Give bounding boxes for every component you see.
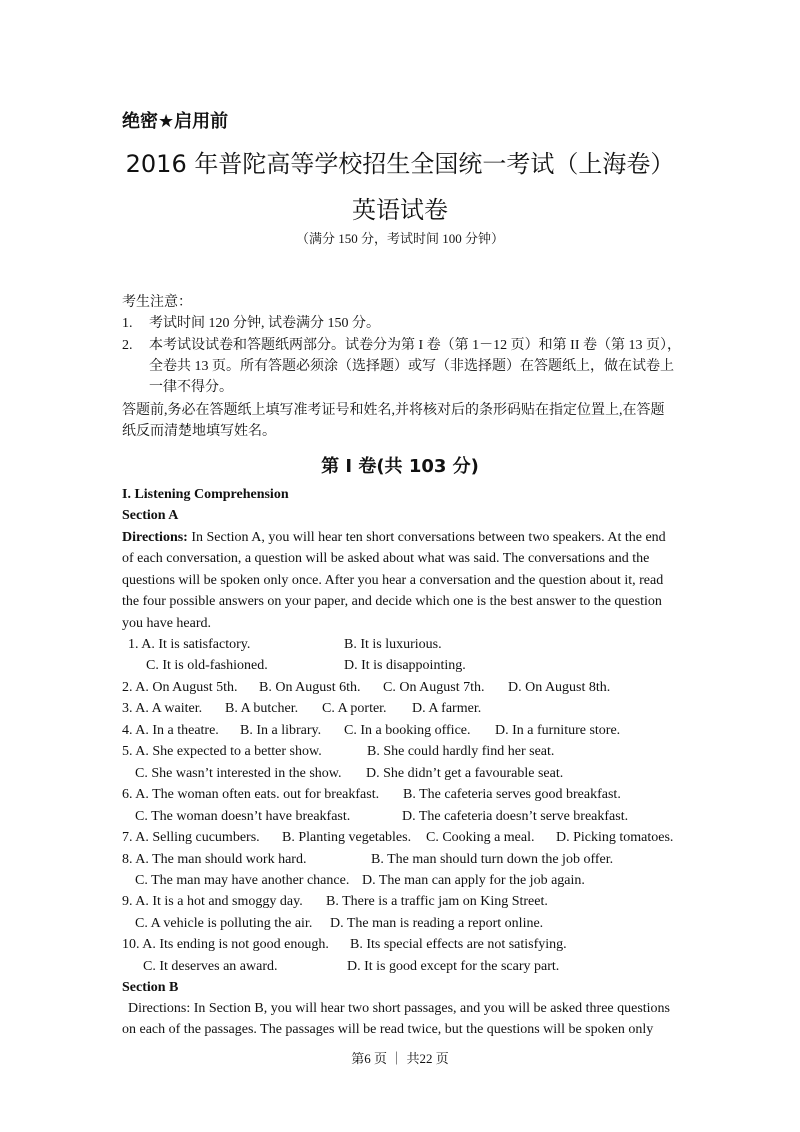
- listening-heading: I. Listening Comprehension: [122, 487, 289, 502]
- q9-option-a: 9. A. It is a hot and smoggy day.: [122, 894, 303, 909]
- q6-option-a: 6. A. The woman often eats. out for breakfast.: [122, 787, 380, 802]
- exam-subtitle: 英语试卷: [352, 196, 448, 224]
- q1-option-c: C. It is old-fashioned.: [146, 658, 268, 673]
- q4-option-b: B. In a library.: [240, 723, 322, 738]
- directions-label: Directions:: [122, 530, 188, 545]
- q10-option-d: D. It is good except for the scary part.: [347, 959, 560, 974]
- notice-extra-line-1: 答题前,务必在答题纸上填写准考证号和姓名,并将核对后的条形码贴在指定位置上,在答题: [122, 403, 665, 418]
- q5-option-b: B. She could hardly find her seat.: [367, 744, 555, 759]
- q3-option-c: C. A porter.: [322, 701, 387, 716]
- q8-option-a: 8. A. The man should work hard.: [122, 852, 307, 867]
- q4-option-d: D. In a furniture store.: [495, 723, 621, 738]
- directions-line-1: [122, 527, 666, 548]
- directions-line-5: you have heard.: [122, 616, 212, 631]
- q2-option-b: B. On August 6th.: [259, 680, 361, 695]
- q6-option-c: C. The woman doesn’t have breakfast.: [135, 809, 351, 824]
- notice-item-2-num: 2.: [122, 338, 133, 353]
- directions-text: In Section A, you will hear ten short conversations between two speakers. At the end: [187, 530, 666, 545]
- q4-option-c: C. In a booking office.: [344, 723, 471, 738]
- q9-option-d: D. The man is reading a report online.: [330, 916, 544, 931]
- directions-line-2: of each conversation, a question will be asked about what was said. The conversations and the: [122, 551, 650, 566]
- q6-option-b: B. The cafeteria serves good breakfast.: [403, 787, 621, 802]
- q8-option-c: C. The man may have another chance.: [135, 873, 350, 888]
- q9-option-b: B. There is a traffic jam on King Street.: [326, 894, 548, 909]
- q2-option-c: C. On August 7th.: [383, 680, 485, 695]
- page-footer: 第6 页 ｜ 共22 页: [351, 1051, 449, 1066]
- directions-line-4: the four possible answers on your paper, and decide which one is the best answer to the question: [122, 594, 662, 609]
- q3-option-d: D. A farmer.: [412, 701, 482, 716]
- q4-option-a: 4. A. In a theatre.: [122, 723, 219, 738]
- notice-item-1-num: 1.: [122, 316, 133, 331]
- q7-option-b: B. Planting vegetables.: [282, 830, 412, 845]
- q6-option-d: D. The cafeteria doesn’t serve breakfast.: [402, 809, 629, 824]
- q8-option-d: D. The man can apply for the job again.: [362, 873, 585, 888]
- notice-item-2-line-1: 本考试设试卷和答题纸两部分。试卷分为第 I 卷（第 1－12 页）和第 II 卷（第 13 页），: [149, 338, 681, 353]
- q3-option-a: 3. A. A waiter.: [122, 701, 203, 716]
- q1-option-a: 1. A. It is satisfactory.: [128, 637, 251, 652]
- notice-item-2-line-2: 全卷共 13 页。所有答题必须涂（选择题）或写（非选择题）在答题纸上，做在试卷上: [149, 359, 674, 374]
- q2-option-d: D. On August 8th.: [508, 680, 611, 695]
- q7-option-a: 7. A. Selling cucumbers.: [122, 830, 260, 845]
- q5-option-d: D. She didn’t get a favourable seat.: [366, 766, 564, 781]
- q5-option-c: C. She wasn’t interested in the show.: [135, 766, 342, 781]
- q10-option-c: C. It deserves an award.: [143, 959, 278, 974]
- q3-option-b: B. A butcher.: [225, 701, 299, 716]
- q1-option-d: D. It is disappointing.: [344, 658, 466, 673]
- q8-option-b: B. The man should turn down the job offer.: [371, 852, 614, 867]
- q7-option-d: D. Picking tomatoes.: [556, 830, 674, 845]
- section-b-directions-line-2: on each of the passages. The passages will be read twice, but the questions will be spoken only: [122, 1022, 654, 1037]
- section-b-directions-line-1: Directions: In Section B, you will hear two short passages, and you will be asked three questions: [128, 1001, 671, 1016]
- score-note: （满分 150 分，考试时间 100 分钟）: [295, 231, 504, 246]
- notice-heading: 考生注意：: [122, 295, 192, 310]
- notice-extra-line-2: 纸反而清楚地填写姓名。: [122, 424, 276, 439]
- directions-line-3: questions will be spoken only once. After you hear a conversation and the question about it, read: [122, 573, 664, 588]
- exam-title: 2016 年普陀高等学校招生全国统一考试（上海卷）: [125, 150, 675, 178]
- part-1-title: 第 I 卷(共 103 分): [321, 456, 479, 477]
- section-b-heading: Section B: [122, 980, 179, 995]
- section-a-heading: Section A: [122, 508, 179, 523]
- q9-option-c: C. A vehicle is polluting the air.: [135, 916, 313, 931]
- q2-option-a: 2. A. On August 5th.: [122, 680, 238, 695]
- q5-option-a: 5. A. She expected to a better show.: [122, 744, 322, 759]
- q7-option-c: C. Cooking a meal.: [426, 830, 535, 845]
- notice-item-1-text: 考试时间 120 分钟, 试卷满分 150 分。: [149, 316, 380, 331]
- notice-item-2-line-3: 一律不得分。: [149, 380, 233, 395]
- q10-option-a: 10. A. Its ending is not good enough.: [122, 937, 329, 952]
- q10-option-b: B. Its special effects are not satisfying.: [350, 937, 567, 952]
- confidential-mark: 绝密★启用前: [122, 111, 229, 132]
- q1-option-b: B. It is luxurious.: [344, 637, 442, 652]
